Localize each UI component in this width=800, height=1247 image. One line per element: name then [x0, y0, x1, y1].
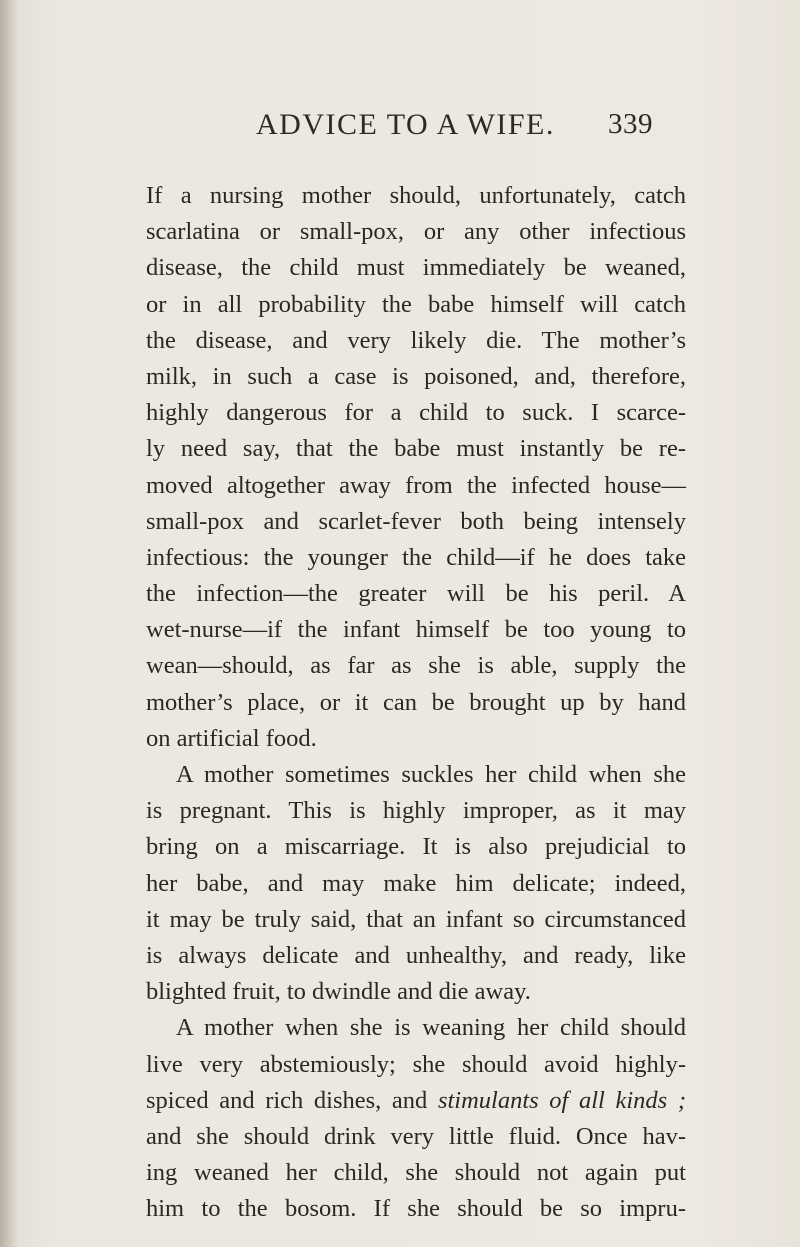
text-line: her babe, and may make him delicate; indeed,	[146, 869, 686, 897]
text-line-prefix: spiced and rich dishes, and	[146, 1086, 438, 1114]
text-line: is always delicate and unhealthy, and ready, like	[146, 941, 686, 969]
text-line: scarlatina or small-pox, or any other infectious	[146, 218, 686, 246]
text-line: ly need say, that the babe must instantly be re-	[146, 435, 686, 463]
text-line	[146, 1083, 686, 1119]
text-line: wet-nurse—if the infant himself be too young to	[146, 616, 686, 644]
text-line: highly dangerous for a child to suck. I scarce-	[146, 399, 686, 427]
paragraph-1	[146, 178, 686, 757]
text-line: and she should drink very little fluid. Once hav-	[146, 1122, 686, 1150]
text-line: or in all probability the babe himself will catch	[146, 290, 686, 318]
running-head: ADVICE TO A WIFE.	[256, 108, 555, 141]
text-line: infectious: the younger the child—if he does take	[146, 543, 686, 571]
text-line: milk, in such a case is poisoned, and, therefore,	[146, 362, 686, 390]
text-line: the infection—the greater will be his peril. A	[146, 580, 686, 608]
text-line: A mother sometimes suckles her child when she	[176, 761, 686, 788]
text-line: blighted fruit, to dwindle and die away.	[146, 978, 531, 1006]
text-line: on artificial food.	[146, 724, 317, 752]
text-line: the disease, and very likely die. The mother’s	[146, 326, 686, 354]
page-header	[0, 108, 800, 148]
text-line: it may be truly said, that an infant so circumstanced	[146, 905, 686, 933]
text-line: bring on a miscarriage. It is also prejudicial to	[146, 833, 686, 861]
text-line: ing weaned her child, she should not again put	[146, 1159, 686, 1187]
gutter-shadow	[0, 0, 18, 1247]
body-text	[146, 178, 686, 1227]
text-line: If a nursing mother should, unfortunately, catch	[146, 182, 686, 209]
text-line: small-pox and scarlet-fever both being intensely	[146, 507, 686, 535]
text-line: wean—should, as far as she is able, supply the	[146, 652, 686, 680]
text-line: him to the bosom. If she should be so impru-	[146, 1195, 686, 1223]
text-line: A mother when she is weaning her child should	[176, 1014, 686, 1042]
paragraph-3	[146, 1010, 686, 1227]
paragraph-2	[146, 757, 686, 1010]
text-line: is pregnant. This is highly improper, as it may	[146, 797, 686, 825]
text-line: live very abstemiously; she should avoid highly-	[146, 1050, 686, 1078]
text-line: disease, the child must immediately be weaned,	[146, 254, 686, 282]
text-line: moved altogether away from the infected house—	[146, 471, 686, 499]
text-line: mother’s place, or it can be brought up by hand	[146, 688, 686, 716]
italic-phrase: stimulants of all kinds ;	[437, 1086, 686, 1114]
page-number: 339	[608, 108, 653, 140]
